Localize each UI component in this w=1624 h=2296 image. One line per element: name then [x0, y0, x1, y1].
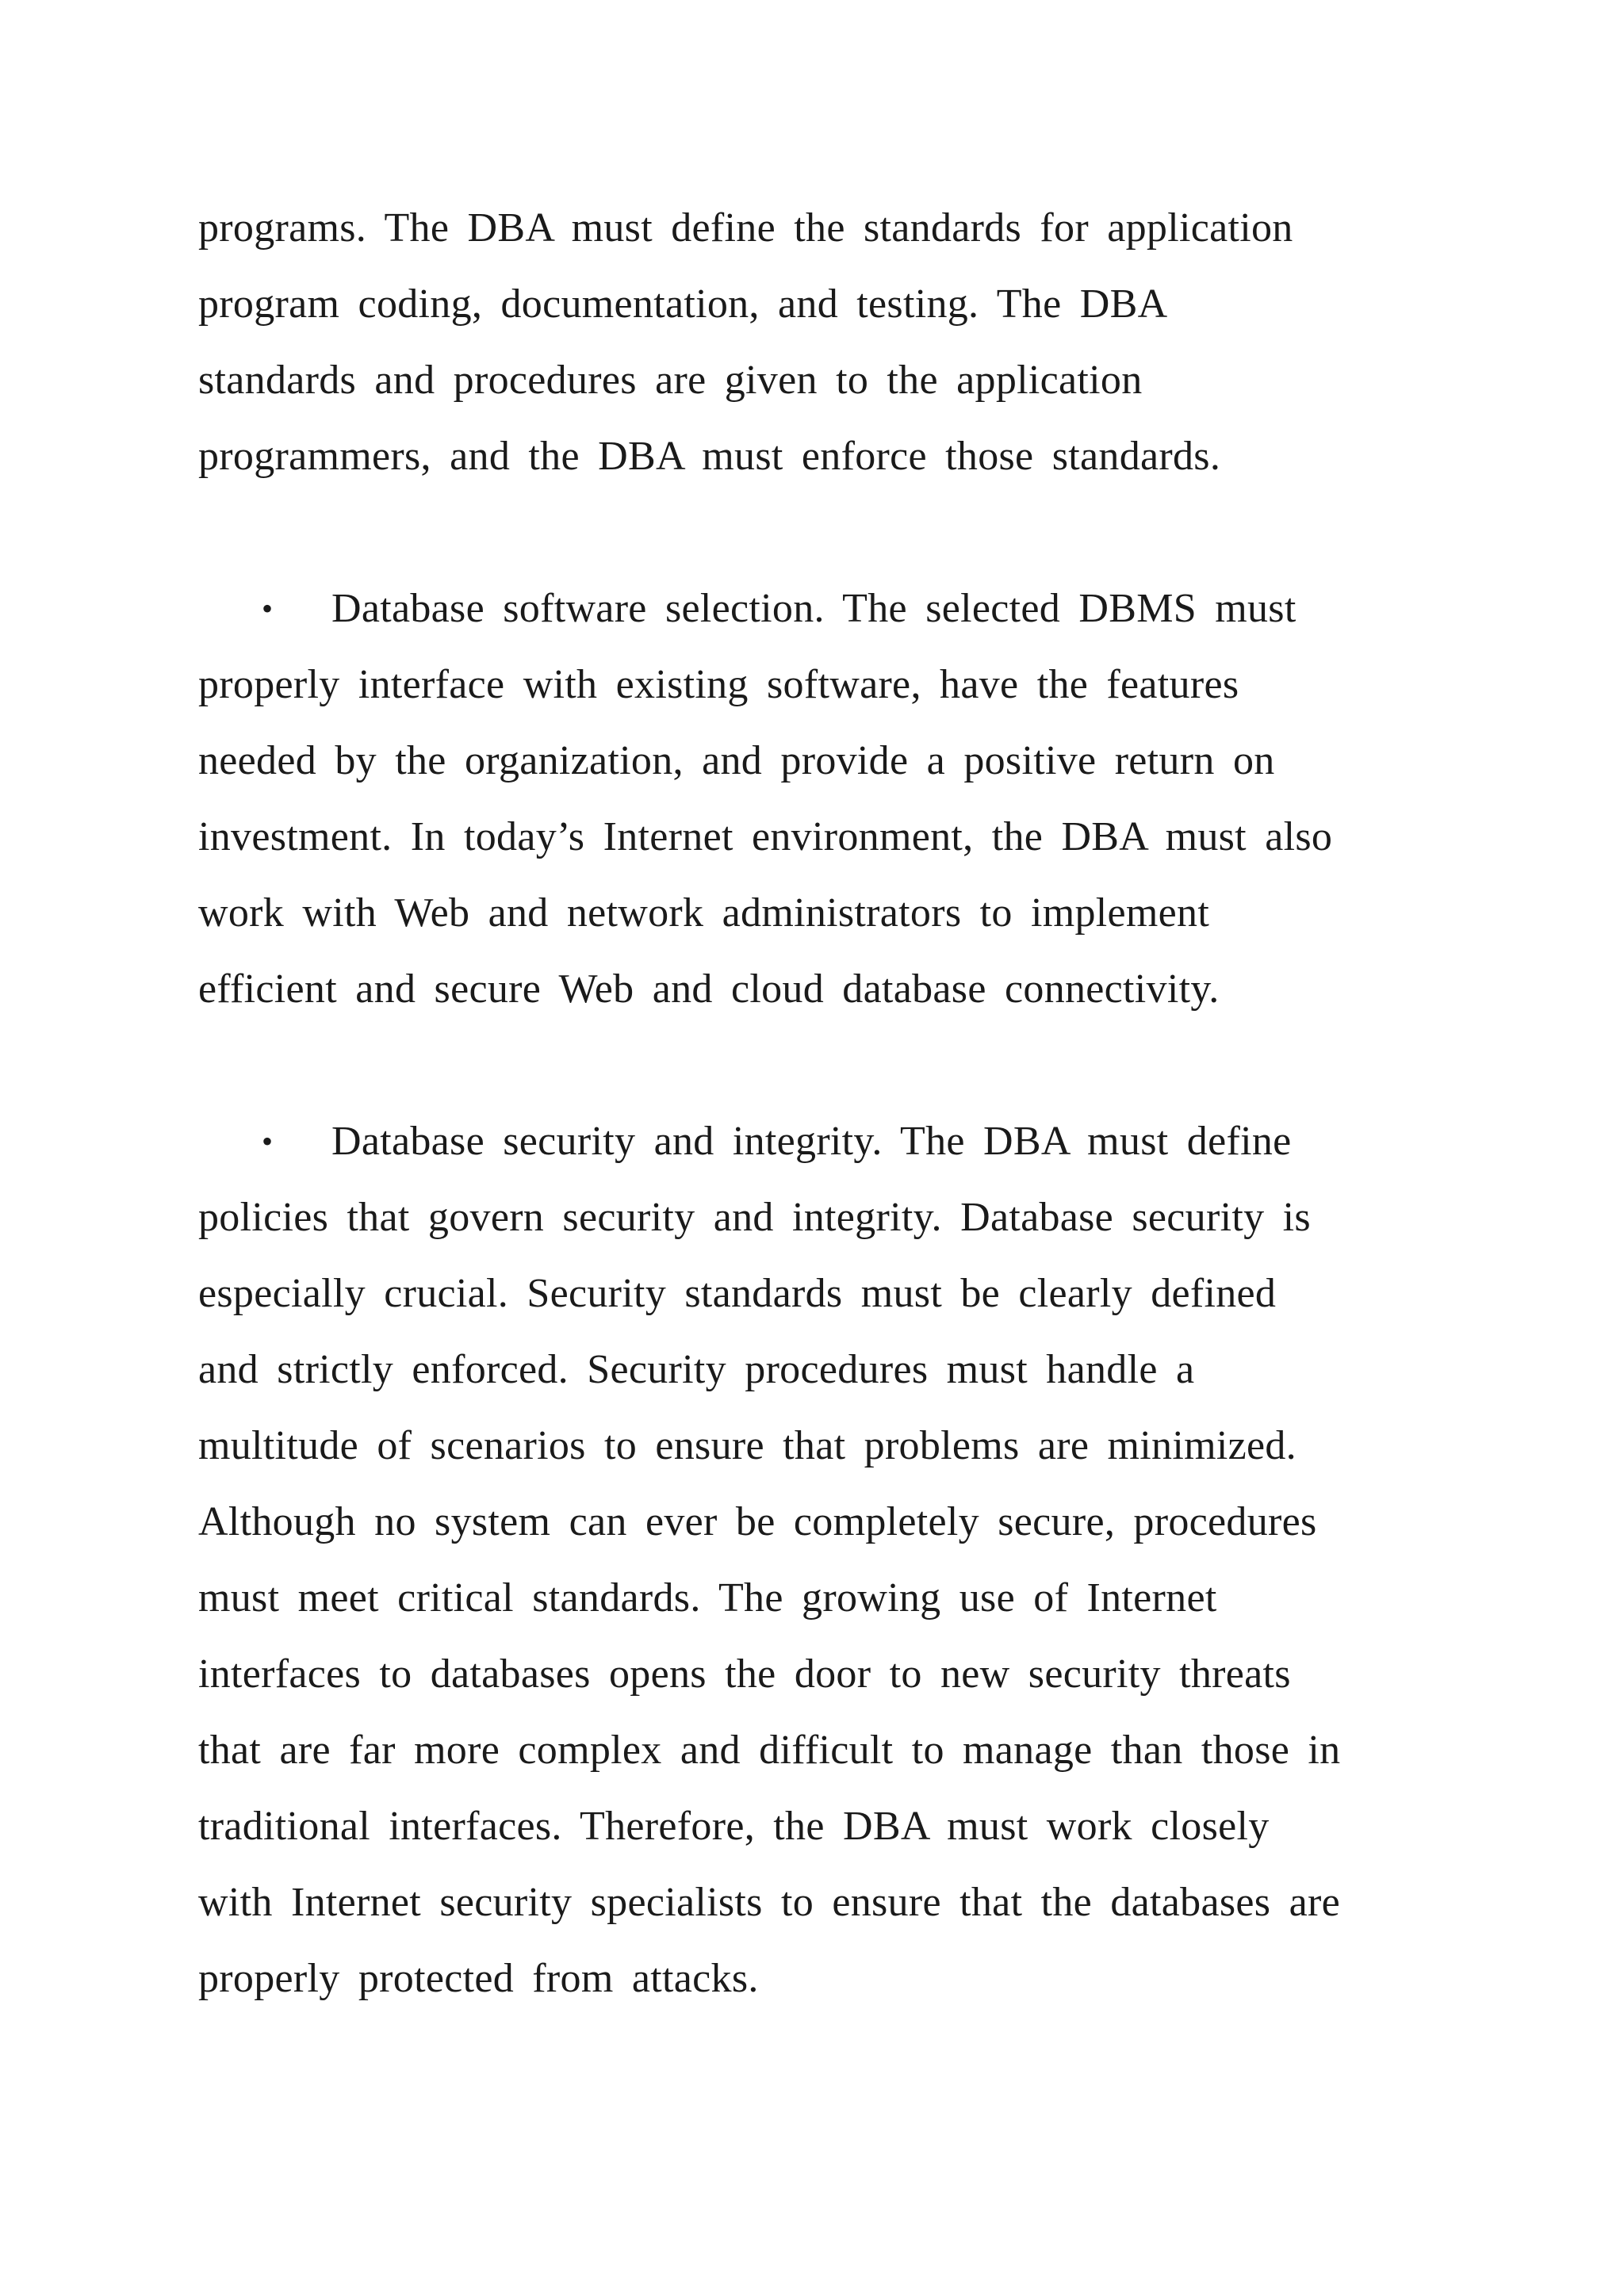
bullet-line [198, 571, 1451, 647]
text-line: standards and procedures are given to the application [198, 358, 1143, 403]
document-body [198, 190, 1451, 2017]
bullet-line [198, 1104, 1451, 1180]
text-line: needed by the organization, and provide a positive return on [198, 738, 1275, 783]
text-line: Database software selection. The selected DBMS must [331, 586, 1297, 631]
bullet-marker: • [262, 591, 274, 626]
text-line: programs. The DBA must define the standards for application [198, 205, 1293, 251]
text-line: efficient and secure Web and cloud database connectivity. [198, 966, 1220, 1012]
text-line: multitude of scenarios to ensure that problems are minimized. [198, 1423, 1297, 1468]
paragraph-gap [198, 1027, 1451, 1104]
text-line: policies that govern security and integrity. Database security is [198, 1195, 1311, 1240]
bullet-marker: • [262, 1123, 274, 1159]
text-line: investment. In today’s Internet environment, the DBA must also [198, 814, 1333, 859]
text-line: programmers, and the DBA must enforce those standards. [198, 434, 1221, 479]
text-line: especially crucial. Security standards must be clearly defined [198, 1271, 1277, 1316]
paragraph-security-integrity [198, 1104, 1451, 2017]
paragraph-gap [198, 495, 1451, 571]
text-line: must meet critical standards. The growing use of Internet [198, 1575, 1217, 1621]
text-line: and strictly enforced. Security procedures must handle a [198, 1347, 1195, 1392]
text-line: that are far more complex and difficult to manage than those in [198, 1728, 1341, 1773]
text-line: work with Web and network administrators to implement [198, 890, 1210, 936]
text-line: with Internet security specialists to ensure that the databases are [198, 1880, 1340, 1925]
text-line: properly interface with existing software, have the features [198, 662, 1239, 707]
text-line: interfaces to databases opens the door to new security threats [198, 1651, 1291, 1697]
text-line: Database security and integrity. The DBA must define [331, 1119, 1292, 1164]
text-line: Although no system can ever be completely secure, procedures [198, 1499, 1317, 1544]
text-line: program coding, documentation, and testing. The DBA [198, 281, 1168, 327]
text-line: properly protected from attacks. [198, 1956, 759, 2001]
paragraph-software-selection [198, 571, 1451, 1027]
paragraph-application-standards [198, 190, 1451, 495]
text-line: traditional interfaces. Therefore, the DBA must work closely [198, 1804, 1270, 1849]
